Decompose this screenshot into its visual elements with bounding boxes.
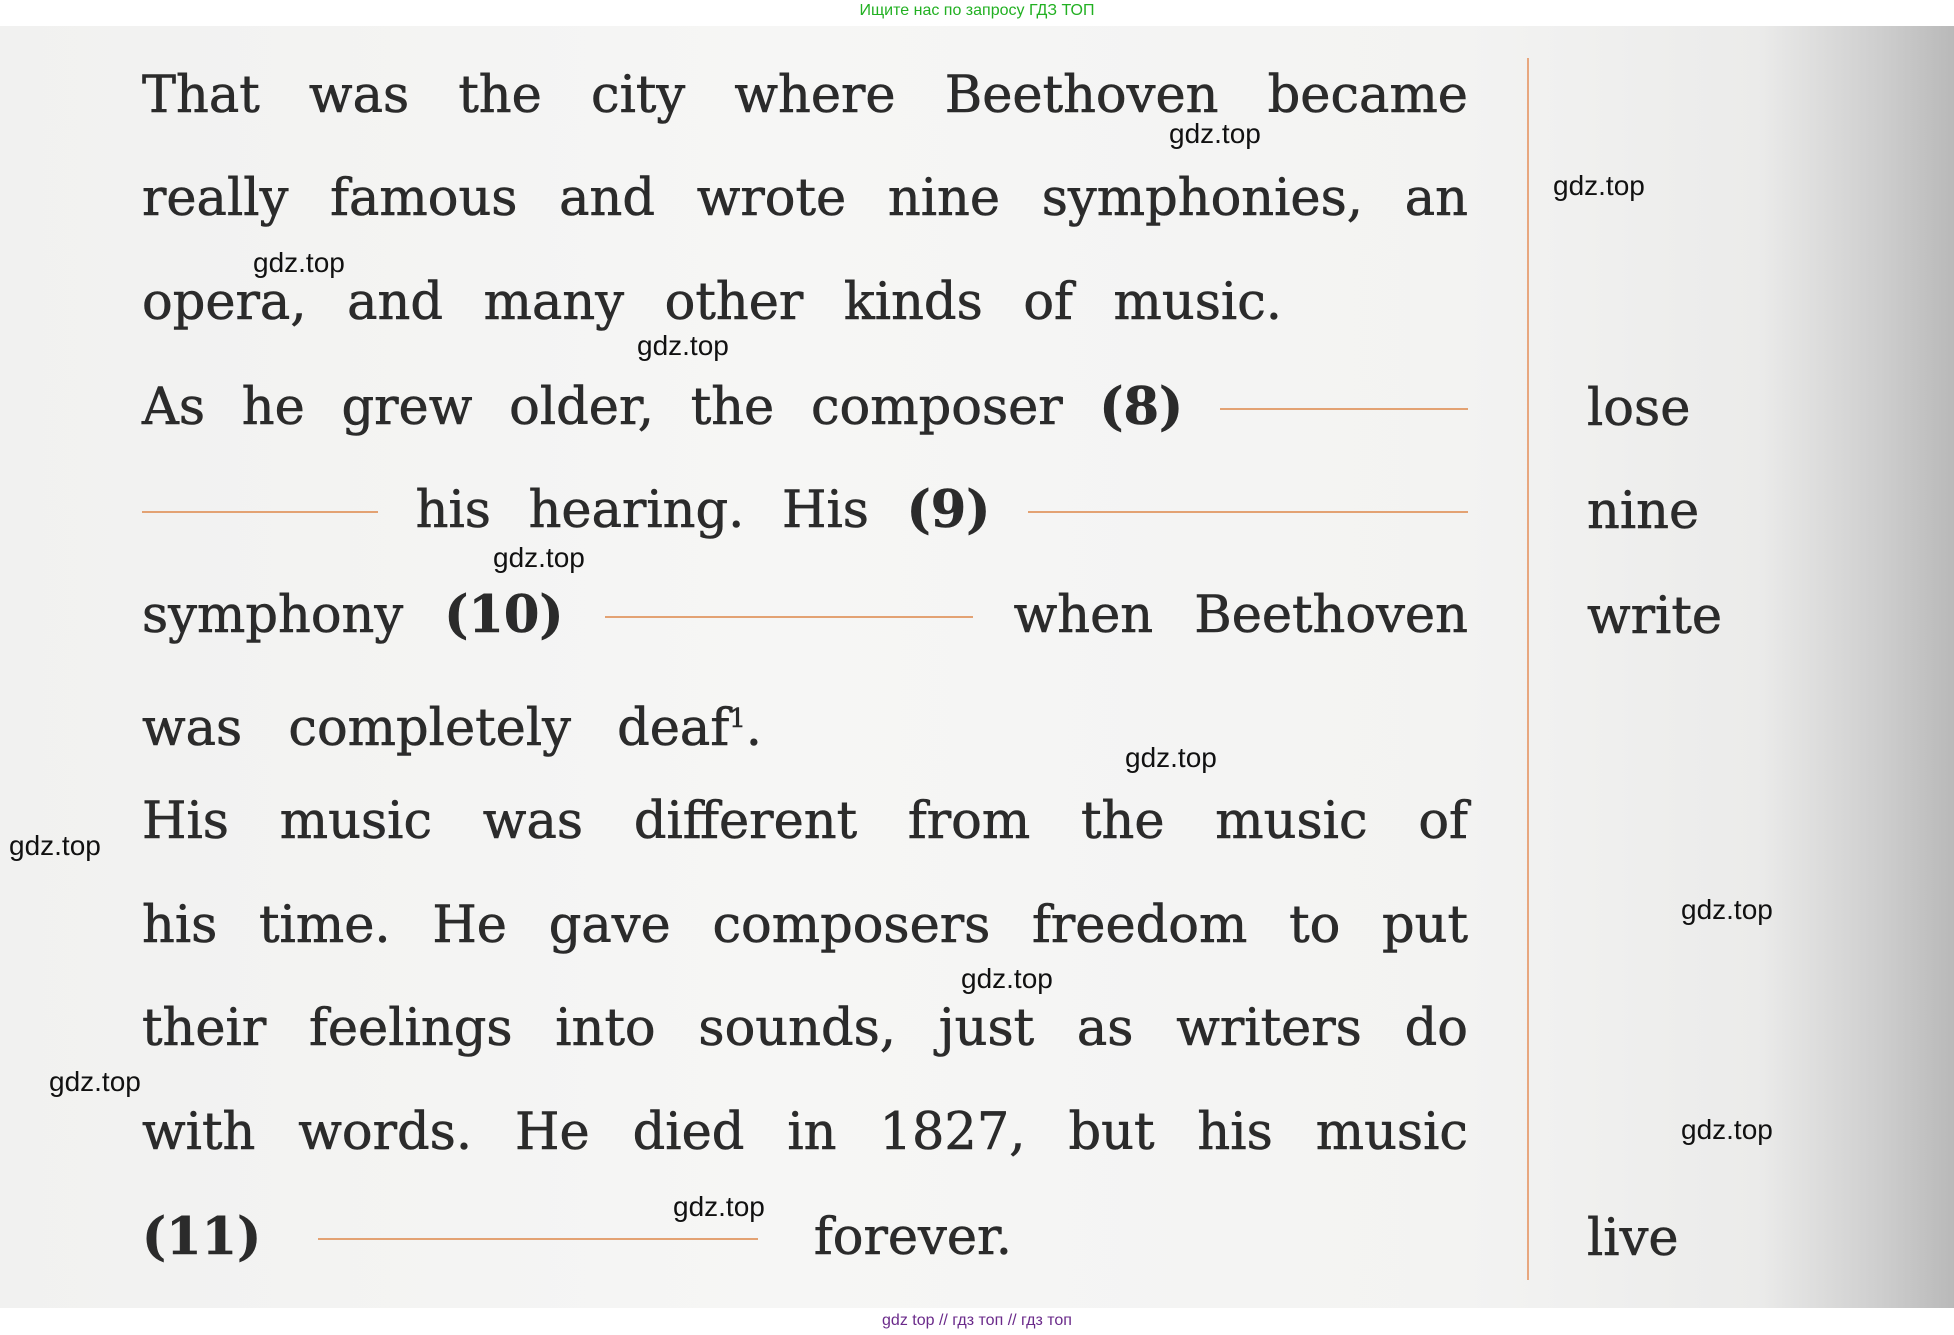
passage-line-8 [142, 792, 1468, 852]
word: famous [330, 169, 518, 228]
passage-line-7 [142, 689, 762, 759]
watermark: gdz.top [961, 963, 1053, 994]
word: time. [259, 896, 391, 955]
watermark: gdz.top [1681, 894, 1773, 925]
gap-number-11: (11) [142, 1207, 262, 1267]
passage-line-2 [142, 169, 1468, 229]
passage-line-10 [142, 999, 1468, 1059]
word: feelings [308, 999, 513, 1058]
passage-line-3 [142, 273, 1282, 333]
word: He [515, 1103, 590, 1162]
word: music [1215, 792, 1368, 851]
word: Beethoven [1194, 586, 1468, 645]
punctuation: . [745, 699, 762, 758]
passage-line-6 [142, 585, 1468, 646]
word: was [142, 699, 243, 758]
side-word-write: write [1587, 587, 1723, 646]
watermark: gdz.top [673, 1191, 765, 1222]
word: put [1381, 896, 1468, 955]
word: his [142, 896, 218, 955]
word: was [308, 66, 410, 125]
word: his [1197, 1103, 1273, 1162]
watermark: gdz.top [1553, 170, 1645, 201]
word: as [1076, 999, 1134, 1058]
word: nine [887, 169, 1001, 228]
passage-line-1 [142, 66, 1468, 126]
top-banner[interactable]: Ищите нас по запросу ГДЗ ТОП [859, 2, 1095, 19]
word: city [591, 66, 686, 125]
word: where [734, 66, 896, 125]
word: music [1315, 1103, 1468, 1162]
word: deaf [617, 699, 730, 758]
answer-blank-9[interactable] [1028, 509, 1468, 513]
word: he [241, 378, 305, 437]
word: completely [288, 699, 571, 758]
watermark: gdz.top [1125, 742, 1217, 773]
word: His [142, 792, 229, 851]
word: many [483, 273, 625, 332]
answer-blank-11[interactable] [318, 1236, 758, 1240]
word: his [415, 481, 491, 540]
word: That [142, 66, 260, 125]
side-word-live: live [1587, 1209, 1679, 1268]
word: and [559, 169, 656, 228]
word: the [690, 378, 775, 437]
word: freedom [1032, 896, 1248, 955]
word: died [632, 1103, 745, 1162]
word: wrote [696, 169, 847, 228]
word: became [1267, 66, 1468, 125]
word: in [787, 1103, 837, 1162]
watermark: gdz.top [637, 330, 729, 361]
word: and [347, 273, 444, 332]
word: symphony [142, 586, 404, 645]
word: their [142, 999, 267, 1058]
word: other [664, 273, 804, 332]
word: different [633, 792, 858, 851]
word: from [907, 792, 1031, 851]
column-divider [1527, 58, 1529, 1280]
gap-number-8: (8) [1099, 377, 1184, 437]
passage-line-4 [142, 377, 1468, 438]
watermark: gdz.top [49, 1066, 141, 1097]
answer-blank-8a[interactable] [1220, 406, 1468, 410]
passage-line-12 [142, 1207, 1012, 1268]
word: sounds, [698, 999, 897, 1058]
passage-line-11 [142, 1103, 1468, 1163]
word: was [482, 792, 584, 851]
word: opera, [142, 273, 307, 332]
watermark: gdz.top [1681, 1114, 1773, 1145]
word: music. [1113, 273, 1282, 332]
word: 1827, [879, 1103, 1026, 1162]
word-with-footnote [617, 689, 762, 759]
word: writers [1176, 999, 1362, 1058]
word: kinds [843, 273, 983, 332]
word: grew [341, 378, 473, 437]
watermark: gdz.top [253, 247, 345, 278]
word: He [432, 896, 507, 955]
side-word-lose: lose [1587, 379, 1691, 438]
word: into [555, 999, 656, 1058]
watermark: gdz.top [1169, 118, 1261, 149]
word: just [938, 999, 1035, 1058]
word: of [1023, 273, 1073, 332]
passage-line-9 [142, 896, 1468, 956]
side-word-nine: nine [1587, 482, 1700, 541]
word: hearing. [528, 481, 745, 540]
answer-blank-10[interactable] [605, 614, 973, 618]
word: As [142, 378, 206, 437]
word: composers [712, 896, 991, 955]
word: but [1068, 1103, 1155, 1162]
word: His [782, 481, 869, 540]
word: Beethoven [944, 66, 1219, 125]
word: do [1404, 999, 1468, 1058]
word: when [1013, 586, 1154, 645]
word: really [142, 169, 289, 228]
word: music [279, 792, 433, 851]
footnote-marker: 1 [729, 704, 746, 734]
word: the [458, 66, 542, 125]
passage-line-5 [142, 480, 1468, 541]
word: gave [548, 896, 671, 955]
word: words. [298, 1103, 473, 1162]
bottom-banner[interactable]: gdz top // гдз топ // гдз топ [882, 1312, 1072, 1329]
word: composer [810, 378, 1063, 437]
word: of [1418, 792, 1468, 851]
gap-number-10: (10) [444, 585, 564, 645]
word: an [1404, 169, 1468, 228]
watermark: gdz.top [9, 830, 101, 861]
word: the [1080, 792, 1165, 851]
word: forever. [813, 1208, 1012, 1267]
word: with [142, 1103, 256, 1162]
word: symphonies, [1041, 169, 1363, 228]
gap-number-9: (9) [906, 480, 991, 540]
word: older, [509, 378, 654, 437]
watermark: gdz.top [493, 542, 585, 573]
word: to [1289, 896, 1341, 955]
answer-blank-8b[interactable] [142, 509, 378, 513]
